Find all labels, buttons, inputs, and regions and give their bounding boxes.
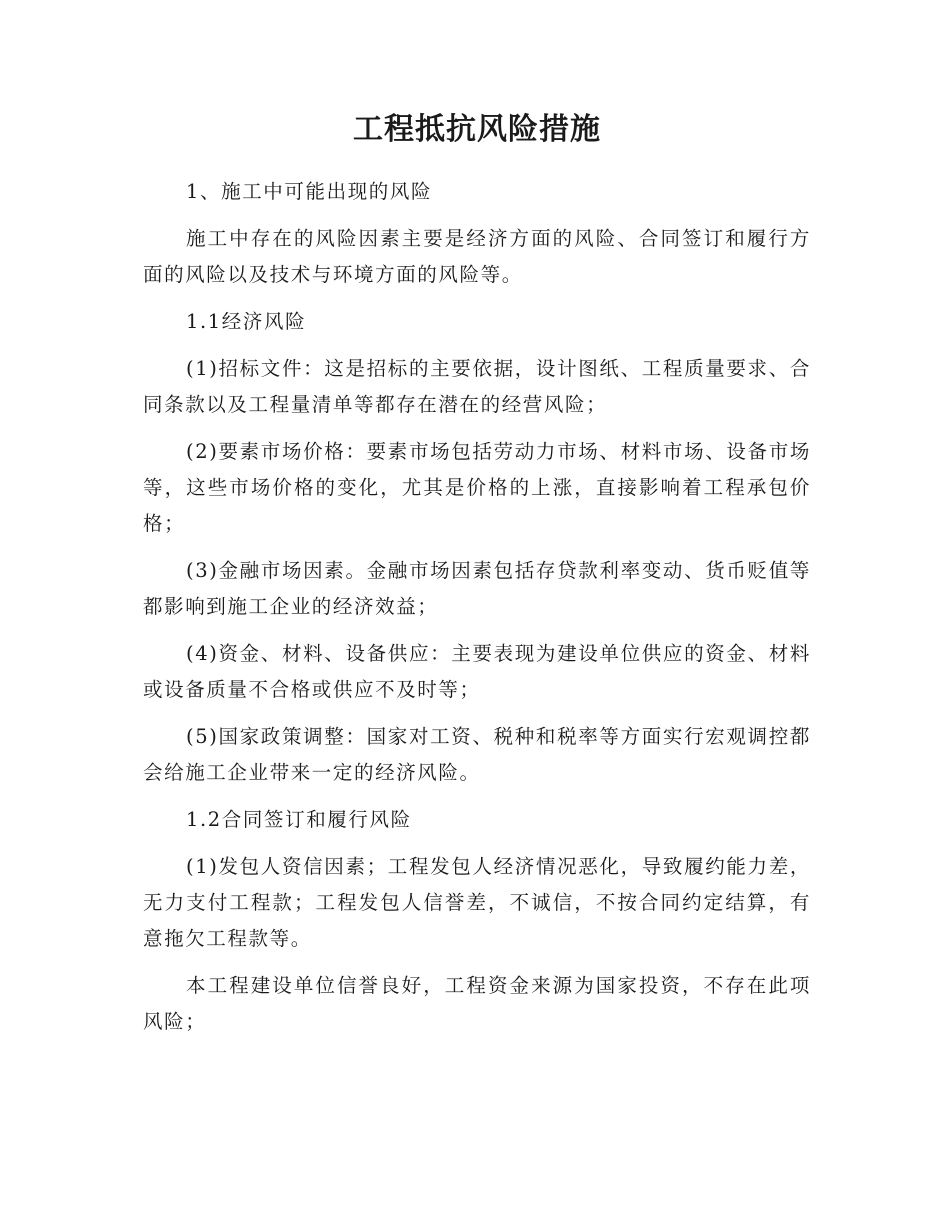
paragraph-section-heading: 1、施工中可能出现的风险 — [186, 180, 433, 203]
paragraph-list-item: (1)发包人资信因素；工程发包人经济情况恶化，导致履约能力差，无力支付工程款；工程发包人信誉差，不诚信，不按合同约定结算，有意拖欠工程款等。 — [143, 855, 811, 950]
paragraph-list-item: (4)资金、材料、设备供应：主要表现为建设单位供应的资金、材料或设备质量不合格或供应不及时等； — [143, 642, 811, 701]
document-page — [143, 108, 811, 1051]
paragraph: 施工中存在的风险因素主要是经济方面的风险、合同签订和履行方面的风险以及技术与环境方面的风险等。 — [143, 227, 811, 286]
paragraph-list-item: (1)招标文件：这是招标的主要依据，设计图纸、工程质量要求、合同条款以及工程量清单等都存在潜在的经营风险； — [143, 357, 811, 416]
document-title: 工程抵抗风险措施 — [353, 112, 601, 147]
paragraph-list-item: (2)要素市场价格：要素市场包括劳动力市场、材料市场、设备市场等，这些市场价格的变化，尤其是价格的上涨，直接影响着工程承包价格； — [143, 440, 811, 535]
paragraph-subsection-heading: 1.1经济风险 — [186, 310, 307, 333]
paragraph-list-item: (3)金融市场因素。金融市场因素包括存贷款利率变动、货币贬值等都影响到施工企业的经济效益； — [143, 559, 811, 618]
paragraph-list-item: (5)国家政策调整：国家对工资、税种和税率等方面实行宏观调控都会给施工企业带来一定的经济风险。 — [143, 725, 811, 784]
paragraph: 本工程建设单位信誉良好，工程资金来源为国家投资，不存在此项风险； — [143, 974, 811, 1033]
paragraph-subsection-heading: 1.2合同签订和履行风险 — [186, 808, 412, 831]
